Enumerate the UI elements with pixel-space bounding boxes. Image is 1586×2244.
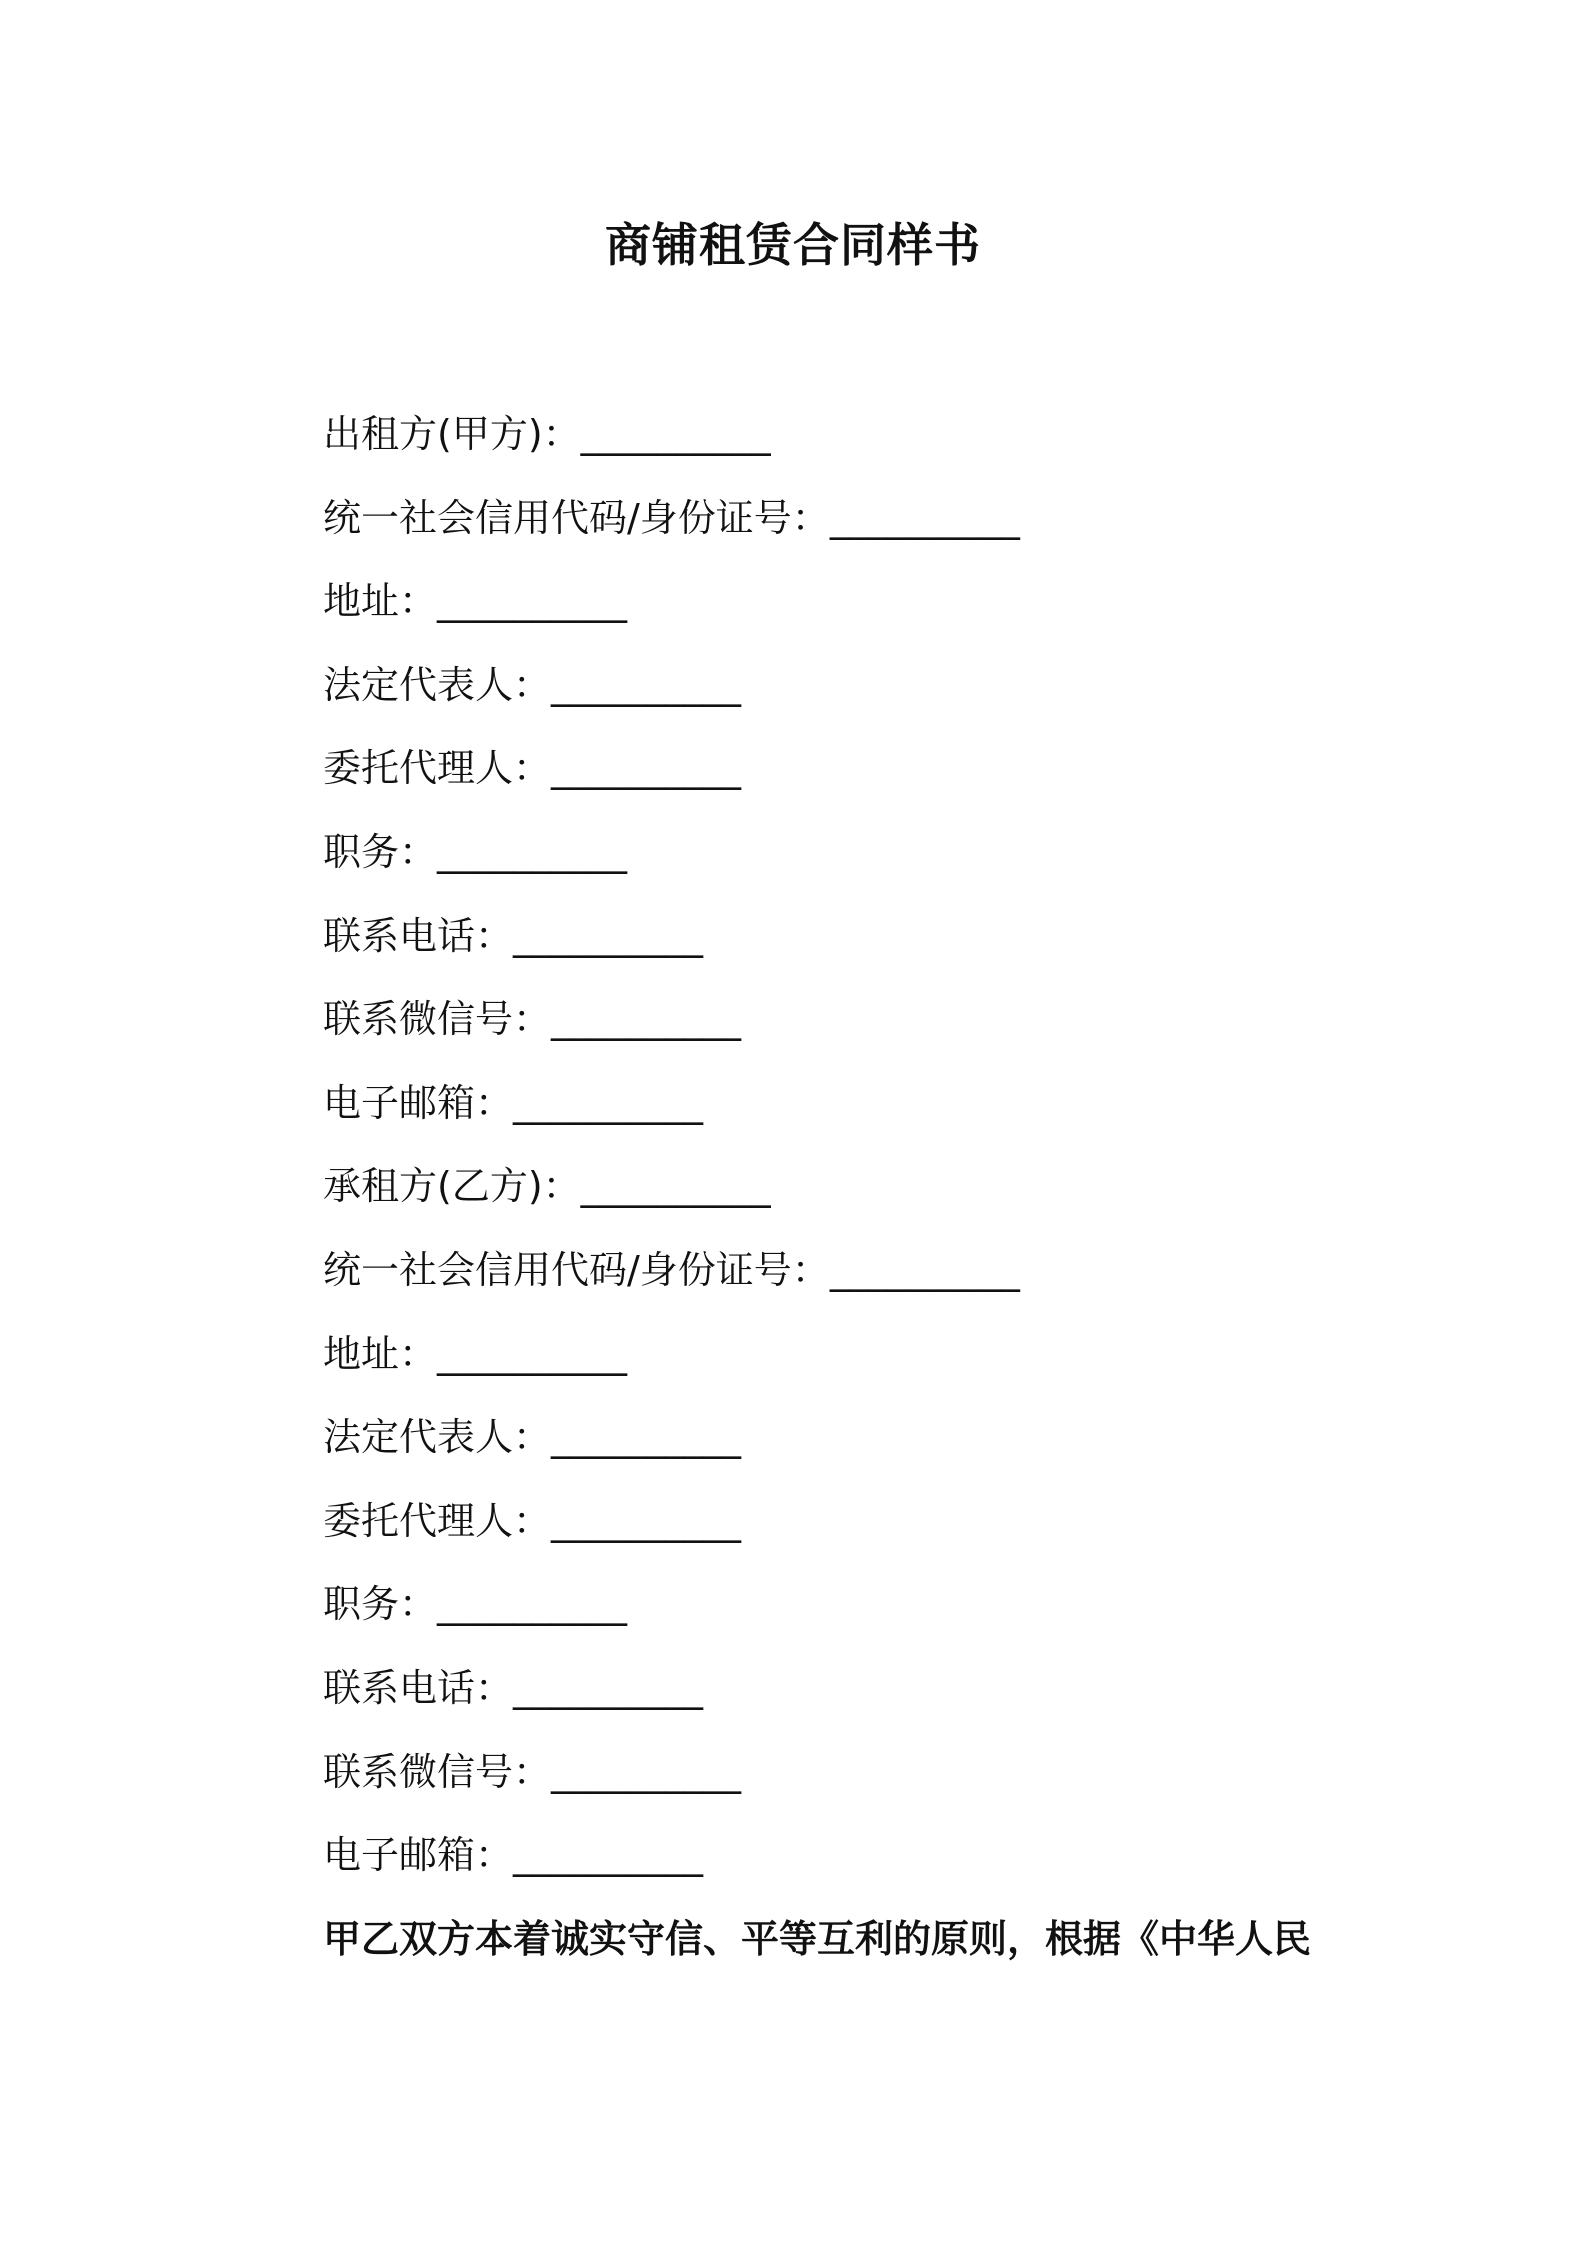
field-label: 联系微信号： xyxy=(323,1749,552,1794)
fill-in-blank: __________ xyxy=(437,1331,628,1376)
field-label: 电子邮箱： xyxy=(323,1833,514,1878)
fill-in-blank: __________ xyxy=(513,1080,704,1125)
field-lessee-position xyxy=(323,1576,1423,1660)
field-label: 法定代表人： xyxy=(323,662,552,707)
field-label: 统一社会信用代码/身份证号： xyxy=(323,495,830,540)
field-lessee-agent xyxy=(323,1493,1423,1577)
field-lessee-credit-code xyxy=(323,1242,1423,1326)
field-lessor-position xyxy=(323,824,1423,908)
fill-in-blank: __________ xyxy=(551,1415,742,1460)
fill-in-blank: __________ xyxy=(513,913,704,958)
field-label: 委托代理人： xyxy=(323,746,552,791)
field-label: 委托代理人： xyxy=(323,1498,552,1543)
fill-in-blank: __________ xyxy=(551,1749,742,1794)
field-label: 联系电话： xyxy=(323,1665,514,1710)
field-lessee-wechat xyxy=(323,1744,1423,1828)
field-lessee xyxy=(323,1158,1423,1242)
field-lessor-credit-code xyxy=(323,490,1423,574)
fill-in-blank: __________ xyxy=(580,1164,771,1209)
field-label: 出租方(甲方)： xyxy=(323,412,581,456)
fill-in-blank: __________ xyxy=(513,1665,704,1710)
fill-in-blank: __________ xyxy=(551,997,742,1042)
fill-in-blank: __________ xyxy=(437,1582,628,1627)
field-label: 法定代表人： xyxy=(323,1415,552,1460)
field-lessee-email xyxy=(323,1827,1423,1911)
fill-in-blank: __________ xyxy=(580,412,771,456)
field-lessor-agent xyxy=(323,740,1423,824)
field-lessee-phone xyxy=(323,1660,1423,1744)
intro-paragraph: 甲乙双方本着诚实守信、平等互利的原则，根据《中华人民 xyxy=(323,1917,1312,1961)
fill-in-blank: __________ xyxy=(551,746,742,791)
fill-in-blank: __________ xyxy=(829,495,1020,540)
field-label: 电子邮箱： xyxy=(323,1080,514,1125)
field-label: 联系电话： xyxy=(323,913,514,958)
field-label: 职务： xyxy=(323,1582,438,1627)
field-lessor xyxy=(323,406,1423,490)
fill-in-blank: __________ xyxy=(437,579,628,624)
field-label: 承租方(乙方)： xyxy=(323,1164,581,1209)
field-label: 统一社会信用代码/身份证号： xyxy=(323,1247,830,1292)
fill-in-blank: __________ xyxy=(437,829,628,874)
fill-in-blank: __________ xyxy=(829,1247,1020,1292)
fill-in-blank: __________ xyxy=(551,1498,742,1543)
field-label: 地址： xyxy=(323,1331,438,1376)
field-lessee-legal-rep xyxy=(323,1409,1423,1493)
field-label: 职务： xyxy=(323,829,438,874)
field-lessor-legal-rep xyxy=(323,657,1423,741)
field-label: 联系微信号： xyxy=(323,997,552,1042)
field-lessee-address xyxy=(323,1326,1423,1410)
fill-in-blank: __________ xyxy=(551,662,742,707)
document-title: 商铺租赁合同样书 xyxy=(605,218,981,272)
field-lessor-phone xyxy=(323,908,1423,992)
party-info-fields xyxy=(323,406,1423,1911)
field-lessor-email xyxy=(323,1075,1423,1159)
fill-in-blank: __________ xyxy=(513,1833,704,1878)
field-lessor-wechat xyxy=(323,991,1423,1075)
field-label: 地址： xyxy=(323,579,438,624)
field-lessor-address xyxy=(323,573,1423,657)
